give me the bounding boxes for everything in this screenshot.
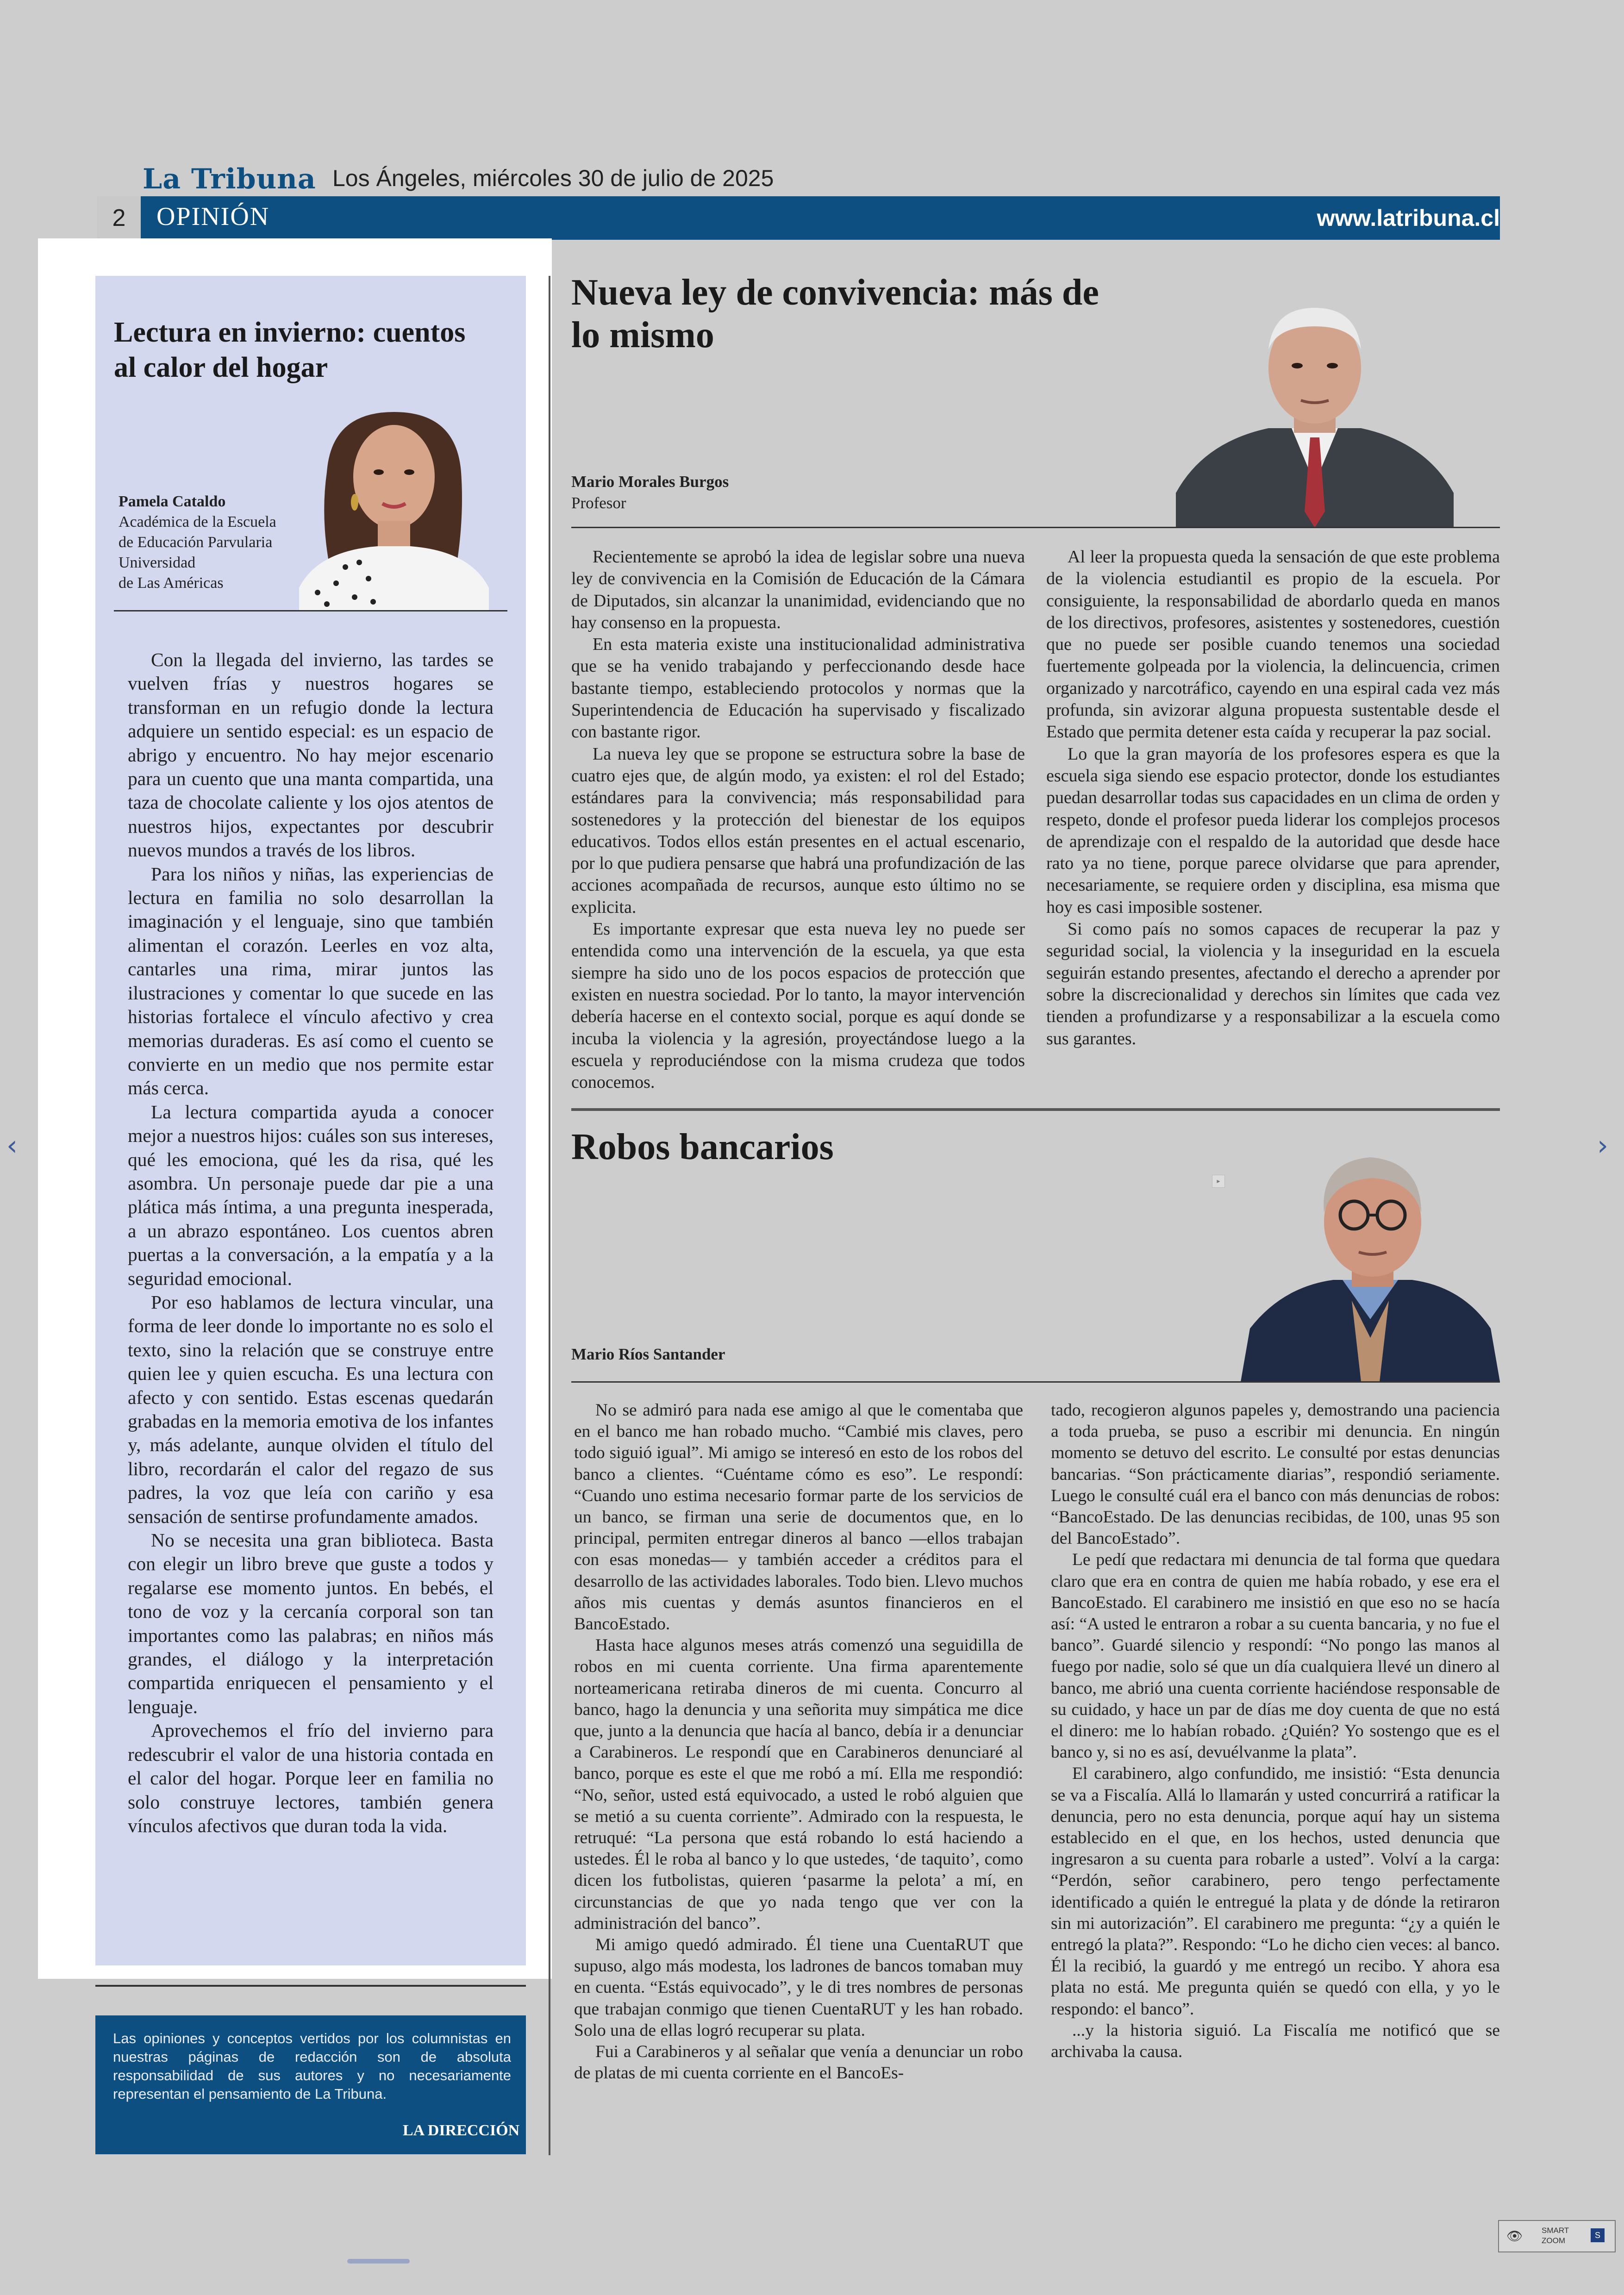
- issue-date: Los Ángeles, miércoles 30 de julio de 2025: [332, 165, 774, 191]
- article-title: Robos bancarios: [571, 1127, 834, 1167]
- paragraph: Al leer la propuesta queda la sensación de que este problema de la violencia estudiantil es propio de la escuela. Por consiguiente, la responsabilidad de abordarlo queda en manos de los directivos, profesores, asistentes y sostenedores, cuestión que no puede ser posible cuando tenemos una sociedad fuertemente golpeada por la violencia, la delincuencia, crimen organizado y narcotráfico, cayendo en una espiral cada vez más profunda, sin avizorar alguna propuesta sustentable desde el Estado que permita detener esta caída y recuperar la paz social.: [1046, 547, 1500, 742]
- smart-zoom-button[interactable]: [1498, 2220, 1616, 2252]
- article-author: [571, 471, 729, 514]
- disclaimer-text: Las opiniones y conceptos vertidos por los columnistas en nuestras páginas de redacción son de absoluta responsabilidad de sus autores y no necesariamente representan el pensamiento de La Tribuna.: [113, 2030, 511, 2102]
- author-name: Mario Morales Burgos: [571, 473, 729, 491]
- paragraph: Le pedí que redactara mi denuncia de tal forma que quedara claro que era en contra de quien me había robado, y ese era el BancoEstado. El carabinero me insistió en que eso no se hacía así: “A usted le entraron a robar a su cuenta bancaria, y no fue el banco”. Guardé silencio y respondí: “No pongo las manos al fuego por nadie, solo sé que un día cualquiera llevé un dinero al banco, me abrió una cuenta corriente haciéndose responsable de su cuidado, y hace un par de días me doy cuenta de que no está el dinero: me lo habían robado. ¿Quién? Yo sostengo que es el banco y, si no es así, devuélvanme la plata”.: [1051, 1550, 1500, 1762]
- author-photo-mario-rios: [1241, 1134, 1500, 1382]
- author-role-line: Universidad: [119, 554, 196, 571]
- paragraph: Fui a Carabineros y al señalar que venía a denunciar un robo de platas de mi cuenta corriente en el BancoEs-: [574, 2042, 1023, 2083]
- paragraph: ...y la historia siguió. La Fiscalía me notificó que se archivaba la causa.: [1051, 2021, 1500, 2062]
- paragraph: Lo que la gran mayoría de los profesores espera es que la escuela siga siendo ese espacio protector, donde los estudiantes puedan desarrollar todas sus capacidades en un clima de orden y respeto, donde el profesor pueda liderar los complejos procesos de aprendizaje con el respaldo de la autoridad que desde hace rato ya no tiene, porque parece olvidarse que para aprender, necesariamente, se requiere orden y disciplina, esa misma que hoy es casi imposible sostener.: [1046, 744, 1500, 917]
- section-header-bar: [97, 196, 1500, 240]
- paragraph: La lectura compartida ayuda a conocer mejor a nuestros hijos: cuáles son sus intereses, qué les emociona, qué les da risa, qué les asombra. Un personaje puede dar pie a una plática más íntima, a una pregunta inesperada, a un abrazo espontáneo. Los cuentos abren puertas a la conversación, a la empatía y a la seguridad emocional.: [128, 1101, 493, 1289]
- paragraph: Si como país no somos capaces de recuperar la paz y seguridad social, la violencia y la inseguridad en la escuela seguirán estando presentes, afectando el derecho a aprender por sobre la discrecionalidad y derechos sin límites que cada vez tienden a profundizarse y a responsabilizar a la escuela como sus garantes.: [1046, 919, 1500, 1048]
- divider: [95, 1985, 526, 1987]
- divider: [571, 1381, 1500, 1383]
- website-url[interactable]: www.latribuna.cl: [1317, 205, 1500, 231]
- author-photo-pamela: [299, 384, 489, 611]
- paragraph: Con la llegada del invierno, las tardes se vuelven frías y nuestros hogares se transforman en un refugio donde la lectura adquiere un sentido especial: es un espacio de abrigo y encuentro. No hay mejor escenario para un cuento que una manta compartida, una taza de chocolate caliente y los ojos atentos de nuestros hijos, expectantes por descubrir nuevos mundos a través de los libros.: [128, 649, 493, 861]
- article-column: [571, 546, 1025, 1093]
- paragraph: tado, recogieron algunos papeles y, demostrando una paciencia a toda prueba, se puso a escribir mi denuncia. En ningún momento se detuvo del escrito. Le consulté por estas denuncias bancarias. “Son prácticamente diarias”, respondió seriamente. Luego le consulté cuál era el banco con más denuncias de robos: “BancoEstado. De las denuncias recibidas, de 100, unas 95 son del BancoEstado”.: [1051, 1401, 1500, 1548]
- previous-page-arrow-icon[interactable]: ‹: [6, 1129, 18, 1162]
- article-column: [574, 1400, 1023, 2084]
- paragraph: En esta materia existe una institucionalidad administrativa que se ha venido trabajando y perfeccionando desde hace bastante tiempo, estableciendo protocolos y normas que la Superintendencia de Educación ha supervisado y fiscalizado con bastante rigor.: [571, 635, 1025, 742]
- author-role: Profesor: [571, 494, 626, 512]
- paragraph: El carabinero, algo confundido, me insistió: “Esta denuncia se va a Fiscalía. Allá lo llamarán y usted concurrirá a ratificar la denuncia, pero no esta denuncia, porque aquí hay un sistema establecido en el que, en los hechos, usted denuncia que ingresaron a su cuenta para robarle a usted”. Volví a la carga: “Perdón, señor carabinero, pero tengo perfectamente identificado a quién le entregué la plata y de dónde la retiraron sin mi autorización”. El carabinero me pregunta: “¿y a quién le entregó la plata?”. Respondo: “Lo he dicho cien veces: al banco. Él la recibió, la guardó y me entregó un recibo. Y ahora esa plata no está. Me pregunta quién se quedó con ella, y yo le respondo: el banco”.: [1051, 1764, 1500, 2019]
- article-divider: [571, 1108, 1500, 1111]
- paragraph: Aprovechemos el frío del invierno para redescubrir el valor de una historia contada en el calor del hogar. Porque leer en familia no solo construye lectores, también genera vínculos afectivos que duran toda la vida.: [128, 1720, 493, 1836]
- smart-zoom-label: SMART ZOOM: [1542, 2226, 1569, 2245]
- horizontal-scrollbar[interactable]: [347, 2259, 410, 2264]
- column-divider: [549, 276, 550, 2155]
- paragraph: No se necesita una gran biblioteca. Basta con elegir un libro breve que guste a todos y regalarse ese momento juntos. En bebés, el tono de voz y la cercanía corporal son tan importantes como las palabras; en niños más grandes, el diálogo y la interpretación compartida enriquecen el pensamiento y el lenguaje.: [128, 1529, 493, 1717]
- article-column: [1046, 546, 1500, 1050]
- next-page-arrow-icon[interactable]: ›: [1597, 1129, 1608, 1162]
- left-column-body: [128, 648, 493, 1838]
- zoom-marker-icon[interactable]: ▸: [1212, 1175, 1225, 1188]
- left-author-block: [119, 492, 313, 593]
- divider: [571, 527, 1500, 528]
- paragraph: Mi amigo quedó admirado. Él tiene una CuentaRUT que supuso, algo más modesta, los ladrones de bancos tomaban muy en cuenta. “Estás equivocado”, y le di tres nombres de personas que trabajan conmigo que tienen CuentaRUT y les han robado. Solo una de ellas logró recuperar su plata.: [574, 1935, 1023, 2040]
- paragraph: Es importante expresar que esta nueva ley no puede ser entendida como una intervención de la escuela, ya que esta siempre ha sido uno de los pocos espacios de protección que existen en nuestra sociedad. Por lo tanto, la mayor intervención debería hacerse en el contexto social, porque es aquí donde se incuba la violencia y la agresión, proyectándose luego a la escuela y reproduciéndose con la misma crudeza que todos conocemos.: [571, 919, 1025, 1092]
- author-role-line: de Las Américas: [119, 574, 224, 592]
- eye-icon: 👁: [1506, 2228, 1523, 2244]
- paragraph: Recientemente se aprobó la idea de legislar sobre una nueva ley de convivencia en la Comisión de Educación de la Cámara de Diputados, sin alcanzar la unanimidad, evidenciando que no hay consenso en la propuesta.: [571, 547, 1025, 632]
- paragraph: No se admiró para nada ese amigo al que le comentaba que en el banco me han robado mucho. “Cambié mis claves, pero todo siguió igual”. Mi amigo se interesó en esto de los robos del banco a clientes. “Cuéntame cómo es eso”. Le respondí: “Cuando uno estima necesario formar parte de los servicios de un banco, se firman una serie de documentos que, en lo principal, permiten entregar dineros al banco —ellos trabajan con esas monedas— y también acceder a créditos para el desarrollo de las actividades laborales. Todo bien. Llevo muchos años mis cuentas y demás asuntos financieros en el BancoEstado.: [574, 1401, 1023, 1634]
- paragraph: Por eso hablamos de lectura vincular, una forma de leer donde lo importante no es solo el texto, sino la relación que se construye entre quien lee y quien escucha. Es una lectura con afecto y con sentido. Estas escenas quedarán grabadas en la memoria emotiva de los infantes y, más adelante, aunque olviden el título del libro, recordarán el calor del regazo de sus padres, la voz que leía con cariño y esa sensación de sentirse profundamente amados.: [128, 1291, 493, 1527]
- author-name: Pamela Cataldo: [119, 493, 226, 510]
- disclaimer-signature: LA DIRECCIÓN: [403, 2122, 520, 2139]
- page-number: 2: [97, 196, 141, 240]
- paragraph: Hasta hace algunos meses atrás comenzó una seguidilla de robos en mi cuenta corriente. Una firma aparentemente norteamericana retiraba dineros de mi cuenta. Concurro al banco, hago la denuncia y una señorita muy simpática me dice que, junto a la denuncia que hacía al banco, debía ir a denunciar a Carabineros. Le respondí que en Carabineros denunciaré al banco, porque es este el que me robó a mí. Ella me respondió: “No, señor, usted está equivocado, a usted le robó alguien que se metió a su cuenta corriente”. Admirado con la respuesta, le retruqué: “La persona que está robando lo está haciendo a ustedes. Él le roba al banco y lo que ustedes, ‘de taquito’, como dicen los futbolistas, quieren ‘pasarme la pelota’ a mí, en circunstancias de que yo nada tengo que ver con la administración del banco”.: [574, 1636, 1023, 1933]
- paragraph: La nueva ley que se propone se estructura sobre la base de cuatro ejes que, de algún modo, ya existen: el rol del Estado; estándares para la convivencia; más responsabilidad para sostenedores y la protección del bienestar de los equipos educativos. Todos ellos están presentes en el actual escenario, por lo que pudiera pensarse que habrá una profundización de las acciones acompañada de recursos, aunque esto último no se explicita.: [571, 744, 1025, 917]
- divider: [114, 610, 507, 611]
- author-role-line: de Educación Parvularia: [119, 534, 273, 551]
- left-column-title: Lectura en invierno: cuentos al calor del hogar: [114, 317, 466, 383]
- author-name: Mario Ríos Santander: [571, 1345, 725, 1363]
- author-photo-mario-morales: [1176, 289, 1454, 528]
- article-title: Nueva ley de convivencia: más de lo mismo: [571, 272, 1099, 355]
- paragraph: Para los niños y niñas, las experiencias de lectura en familia no solo desarrollan la imaginación y el lenguaje, sino que también alimentan el corazón. Leerles en voz alta, cantarles una rima, mirar juntos las ilustraciones y comentar lo que sucede en las historias fortalece el vínculo afectivo y crea memorias duraderas. Es así como el cuento se convierte en un medio que nos permite estar más cerca.: [128, 863, 493, 1099]
- newspaper-logo: La Tribuna: [143, 163, 316, 195]
- shortcut-key-badge: S: [1591, 2228, 1605, 2242]
- section-name: OPINIÓN: [156, 202, 270, 231]
- author-role-line: Académica de la Escuela: [119, 513, 276, 530]
- article-column: [1051, 1400, 1500, 2063]
